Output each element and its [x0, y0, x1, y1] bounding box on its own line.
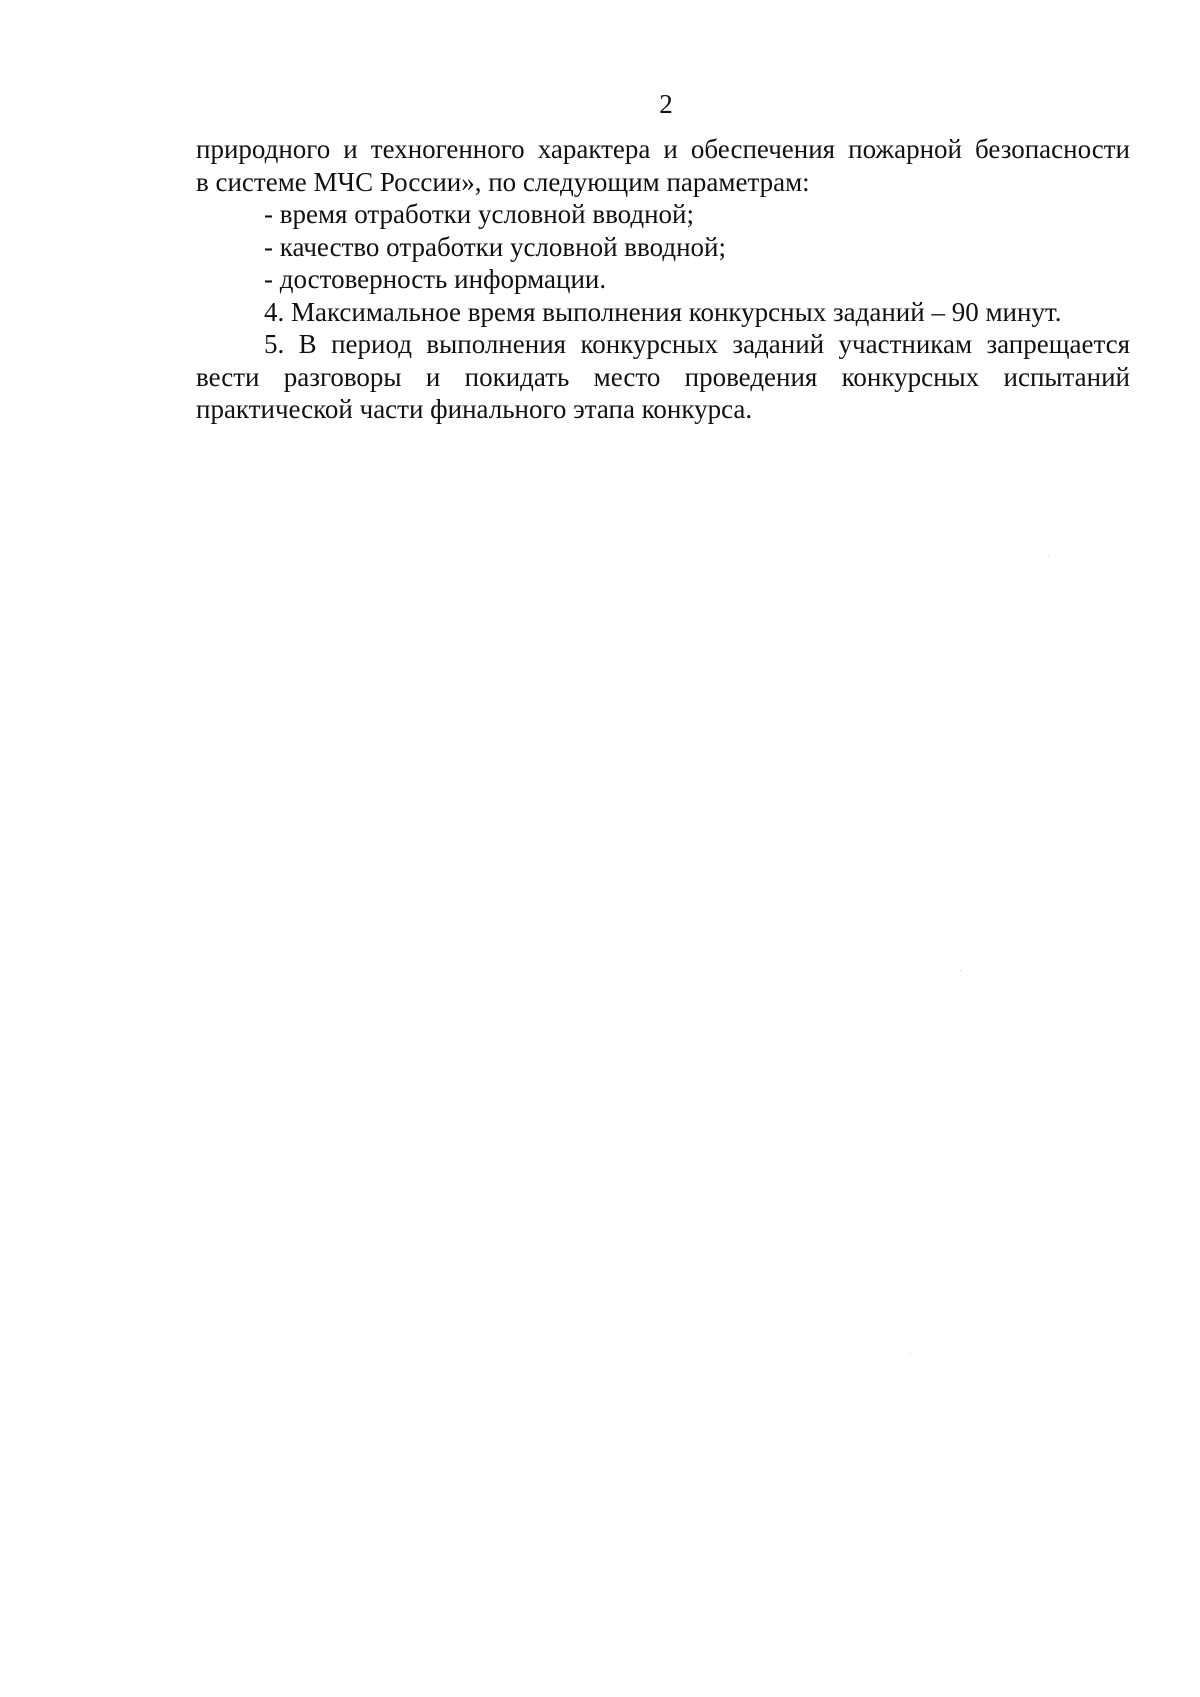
list-item-time: - время отработки условной вводной;: [264, 199, 695, 229]
scan-speck: [910, 1353, 911, 1354]
paragraph-5-line-3: практической части финального этапа конкурса.: [196, 394, 753, 424]
document-body: [196, 133, 1130, 426]
scan-speck: [960, 970, 961, 971]
paragraph-4: 4. Максимальное время выполнения конкурсных заданий – 90 минут.: [264, 296, 1062, 327]
list-item-quality: - качество отработки условной вводной;: [264, 231, 726, 262]
paragraph-5-line-1: 5. В период выполнения конкурсных заданий участникам запрещается: [264, 329, 1130, 359]
text-line-2: в системе МЧС России», по следующим параметрам:: [196, 166, 810, 197]
list-item-reliability: - достоверность информации.: [264, 264, 607, 294]
scan-speck: [1048, 555, 1049, 556]
text-line-1: природного и техногенного характера и обеспечения пожарной безопасности: [196, 134, 1130, 164]
page-number: 2: [659, 89, 673, 119]
paragraph-5-line-2: вести разговоры и покидать место проведения конкурсных испытаний: [196, 361, 1130, 392]
